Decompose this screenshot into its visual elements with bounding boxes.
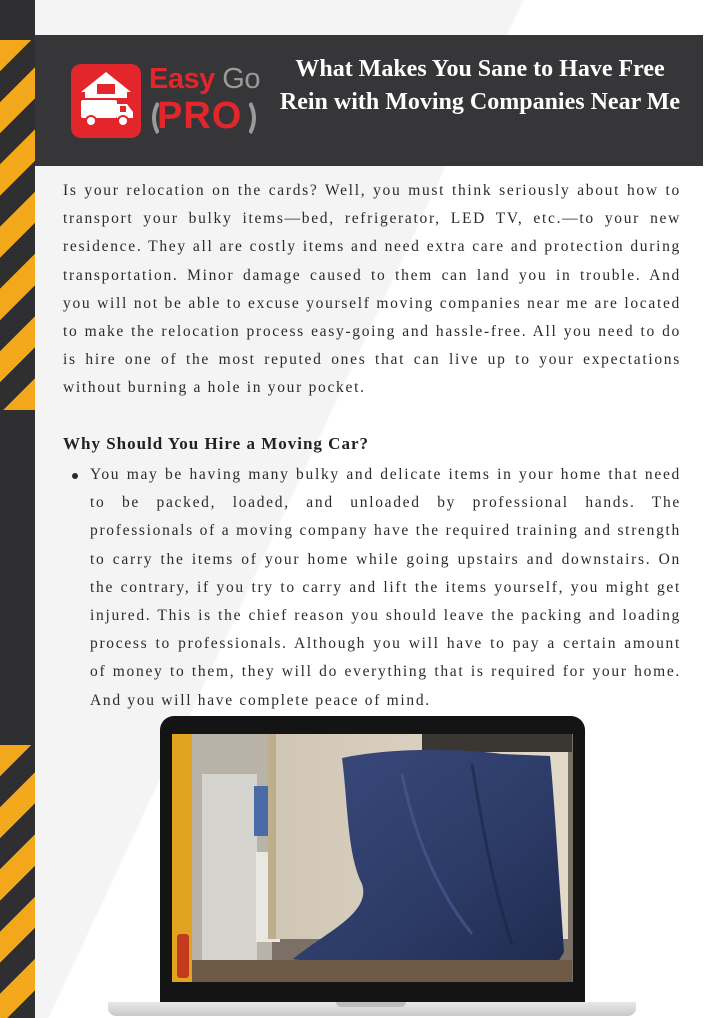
laptop-base xyxy=(108,1002,636,1016)
logo-word-easy: Easy xyxy=(149,63,215,95)
bullet-dot-icon xyxy=(72,473,78,479)
laptop-notch xyxy=(336,1002,406,1007)
hazard-stripes-top xyxy=(0,40,35,410)
moving-truck-photo xyxy=(172,734,573,982)
section-heading: Why Should You Hire a Moving Car? xyxy=(63,434,369,453)
truck-logo-icon xyxy=(71,64,141,138)
logo-wordmark-top xyxy=(149,63,260,96)
intro-paragraph: Is your relocation on the cards? Well, you must think seriously about how to transport your bulky items—bed, refrigerator, LED TV, etc.—to your new residence. They all are costly items and need extra care and protection during transportation. Minor damage caused to them can land you in trouble. And you will not be able to excuse yourself moving companies near me are located to make the relocation process easy-going and hassle-free. All you need to do is hire one of the most reputed ones that can live up to your expectations without burning a hole in your pocket. xyxy=(63,182,681,397)
reasons-list xyxy=(63,461,681,715)
list-item-text: You may be having many bulky and delicate items in your home that need to be packed, loaded, and unloaded by professional hands. The professionals of a moving company have the required training and strength to carry the items of your home while going upstairs and downstairs. On the contrary, if you try to carry and lift the items yourself, you might get injured. This is the chief reason you should leave the packing and loading process to professionals. Although you will have to pay a certain amount of money to them, they will do everything that is required for your home. And you will have complete peace of mind. xyxy=(90,466,681,709)
brand-logo[interactable] xyxy=(71,61,261,141)
list-item xyxy=(63,461,681,715)
logo-wordmark-pro: PRO xyxy=(157,95,243,137)
hazard-stripes-bottom xyxy=(0,745,35,1018)
logo-word-go: Go xyxy=(222,63,260,95)
header-banner xyxy=(35,35,703,166)
laptop-mockup xyxy=(160,716,585,1006)
left-decorative-stripe xyxy=(0,0,35,1018)
page-title: What Makes You Sane to Have Free Rein with Moving Companies Near Me xyxy=(279,56,681,115)
moving-blanket-illustration xyxy=(172,734,573,982)
logo-arrow-right-icon xyxy=(249,101,259,135)
